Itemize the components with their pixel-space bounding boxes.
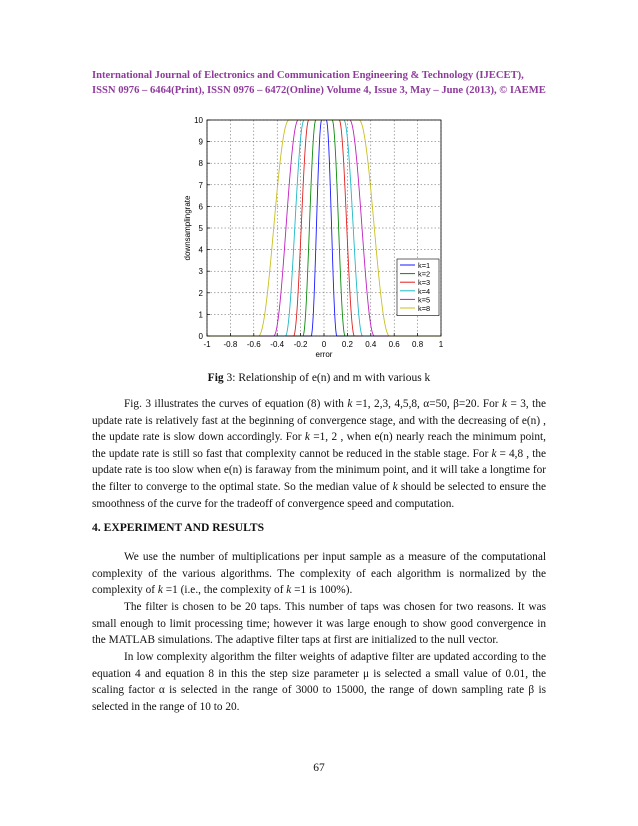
y-tick-label: 10 [194,116,203,125]
x-tick-label: 0.8 [412,340,424,349]
legend-label: k=2 [418,269,431,279]
x-tick-label: -0.8 [223,340,238,349]
x-tick-label: 0.6 [388,340,400,349]
p2-text-a: We use the number of multiplications per input sample as a measure of the computational complexity of the various algorithms. The complexity of each algorithm is normalized by the complexity of [92,551,546,597]
p1-text-f: should be selected to ensure the smoothness of the curve for the tradeoff of convergence speed and computation. [92,480,547,510]
paragraph-3: The filter is chosen to be 20 taps. This number of taps was chosen for two reasons. It was small enough to limit processing time; however it was large enough to show good convergence in the MATLAB simulations. The adaptive filter taps at first are initialized to the null vector. [92,601,546,647]
p1-var-k: k [392,480,398,493]
figure-caption [0,372,638,384]
p2-text-b: =1 (i.e., the complexity of [162,584,287,597]
x-tick-label: -0.4 [270,340,285,349]
p1-var-k: k [304,431,310,444]
caption-label: Fig [207,372,224,384]
p1-text-e: = 4,8 , the update rate is too slow when e(n) is faraway from the minimum point, and it will take a longtime for the filter to converge to the optimal state. So the median value of [92,447,546,493]
p1-text-c: = 3, the update rate is relatively fast at the beginning of convergence stage, and with the decreasing of e(n) , the update rate is slow down accordingly. For [92,398,546,444]
y-tick-label: 0 [198,332,203,341]
p1-text-a: Fig. 3 illustrates the curves of equation (8) with [124,398,348,410]
section-heading: 4. EXPERIMENT AND RESULTS [92,521,265,534]
y-tick-label: 1 [198,310,203,320]
x-axis-label: error [315,350,333,359]
y-tick-label: 4 [198,245,203,255]
legend-label: k=1 [418,261,431,270]
legend-label: k=5 [418,295,431,305]
p1-text-b: =1, 2,3, 4,5,8, α=50, β=20. For [352,398,502,410]
y-tick-label: 3 [198,267,203,277]
y-tick-label: 5 [198,224,203,233]
x-tick-label: -1 [203,340,211,349]
p1-var-k: k [491,447,497,460]
x-tick-label: 1 [438,340,444,349]
paragraph-2 [92,549,546,599]
p1-var-k: k [347,398,353,410]
journal-header-line1: International Journal of Electronics and Communication Engineering & Technology (IJECET), [92,70,524,81]
y-tick-label: 6 [198,202,203,212]
p1-var-k: k [501,398,507,410]
y-tick-label: 7 [198,180,203,190]
chart-legend [397,259,439,316]
legend-label: k=4 [418,286,431,296]
x-tick-label: 0.2 [341,340,353,349]
x-tick-label: -0.2 [293,340,308,349]
y-tick-label: 8 [198,159,203,169]
paragraph-4: In low complexity algorithm the filter weights of adaptive filter are updated according to the equation 4 and equation 8 in this the step size parameter μ is selected a small value of 0.01, the scaling factor α is selected in the range of 3000 to 15000, the range of down sampling rate β is selected in the range of 10 to 20. [92,651,546,713]
y-tick-label: 9 [198,137,203,147]
y-axis-label: downsamplingrate [183,195,192,261]
p2-var-k: k [157,584,163,597]
legend-label: k=8 [418,304,431,313]
x-tick-label: -0.6 [246,340,261,349]
x-tick-label: 0.4 [365,340,377,349]
caption-text: 3: Relationship of e(n) and m with various k [223,372,431,384]
p2-var-k: k [286,584,292,597]
legend-label: k=3 [418,278,431,288]
p1-text-d: =1, 2 , when e(n) nearly reach the minimum point, the update rate is still so fast that complexity cannot be reduced in the stable stage. For [92,431,546,460]
journal-header-line2: ISSN 0976 – 6464(Print), ISSN 0976 – 6472(Online) Volume 4, Issue 3, May – June (2013), © IAEME [92,85,546,96]
p2-text-c: =1 is 100%). [291,584,353,597]
x-tick-label: 0 [321,340,327,349]
page-number: 67 [313,762,325,774]
paragraph-1 [92,396,546,512]
y-tick-label: 2 [198,288,203,298]
figure-chart [0,0,638,370]
